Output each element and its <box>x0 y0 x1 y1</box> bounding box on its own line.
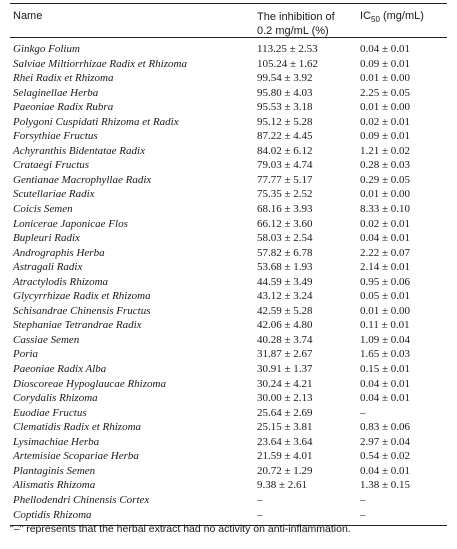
inhibition-cell: 9.38 ± 2.61 <box>257 479 308 492</box>
inhibition-cell: 58.03 ± 2.54 <box>257 232 313 245</box>
inhibition-cell: 57.82 ± 6.78 <box>257 246 313 259</box>
herb-name-cell: Coicis Semen <box>13 203 73 216</box>
herb-name-cell: Clematidis Radix et Rhizoma <box>13 421 142 434</box>
herb-name-cell: Coptidis Rhizoma <box>13 508 92 521</box>
table-row <box>10 362 447 377</box>
ic50-cell: 0.02 ± 0.01 <box>360 217 411 230</box>
table-row <box>10 57 447 72</box>
ic50-cell: 1.38 ± 0.15 <box>360 479 411 492</box>
inhibition-cell: 95.53 ± 3.18 <box>257 101 313 114</box>
ic50-cell: 0.01 ± 0.00 <box>360 304 411 317</box>
table-row <box>10 304 447 319</box>
ic50-cell: 0.09 ± 0.01 <box>360 130 411 143</box>
ic50-cell: 0.04 ± 0.01 <box>360 232 411 245</box>
inhibition-cell: 20.72 ± 1.29 <box>257 464 313 477</box>
ic50-cell: 0.01 ± 0.00 <box>360 101 411 114</box>
inhibition-cell: 99.54 ± 3.92 <box>257 72 313 85</box>
ic50-cell: 0.83 ± 0.06 <box>360 421 411 434</box>
inhibition-cell: 31.87 ± 2.67 <box>257 348 313 361</box>
inhibition-cell: 87.22 ± 4.45 <box>257 130 313 143</box>
inhibition-cell: – <box>257 493 263 506</box>
table-row <box>10 217 447 232</box>
herb-name-cell: Plantaginis Semen <box>13 464 96 477</box>
herb-name-cell: Rhei Radix et Rhizoma <box>13 72 114 85</box>
table-row <box>10 100 447 115</box>
inhibition-cell: 68.16 ± 3.93 <box>257 203 313 216</box>
herb-name-cell: Scutellariae Radix <box>13 188 95 201</box>
ic50-cell: 2.22 ± 0.07 <box>360 246 411 259</box>
inhibition-cell: 30.91 ± 1.37 <box>257 363 313 376</box>
inhibition-cell: 30.24 ± 4.21 <box>257 377 313 390</box>
herb-name-cell: Cassiae Semen <box>13 333 80 346</box>
ic50-cell: 0.04 ± 0.01 <box>360 392 411 405</box>
table-row <box>10 275 447 290</box>
header-name: Name <box>13 10 43 22</box>
ic50-cell: 1.21 ± 0.02 <box>360 144 411 157</box>
herb-name-cell: Alismatis Rhizoma <box>13 479 96 492</box>
inhibition-cell: 113.25 ± 2.53 <box>257 43 318 55</box>
table-row <box>10 377 447 392</box>
table-row <box>10 449 447 464</box>
herb-name-cell: Artemisiae Scopariae Herba <box>13 450 139 463</box>
inhibition-cell: 30.00 ± 2.13 <box>257 392 313 405</box>
table-row <box>10 420 447 435</box>
inhibition-cell: 44.59 ± 3.49 <box>257 275 313 288</box>
ic50-cell: 2.14 ± 0.01 <box>360 261 411 274</box>
header-inhibition <box>257 10 335 38</box>
inhibition-cell: 42.06 ± 4.80 <box>257 319 313 332</box>
inhibition-cell: 40.28 ± 3.74 <box>257 333 313 346</box>
herb-name-cell: Gentianae Macrophyllae Radix <box>13 173 152 186</box>
inhibition-cell: 42.59 ± 5.28 <box>257 304 313 317</box>
herb-name-cell: Phellodendri Chinensis Cortex <box>13 493 150 506</box>
ic50-cell: 0.01 ± 0.00 <box>360 72 411 85</box>
table-row <box>10 129 447 144</box>
header-ic50-suffix: (mg/mL) <box>379 10 424 22</box>
table-row <box>10 246 447 261</box>
table-row <box>10 231 447 246</box>
herb-name-cell: Paeoniae Radix Alba <box>13 363 107 376</box>
ic50-cell: 0.28 ± 0.03 <box>360 159 411 172</box>
herb-name-cell: Crataegi Fructus <box>13 159 90 172</box>
inhibition-cell: 84.02 ± 6.12 <box>257 144 313 157</box>
inhibition-cell: 77.77 ± 5.17 <box>257 173 313 186</box>
ic50-cell: 0.05 ± 0.01 <box>360 290 411 303</box>
herb-name-cell: Andrographis Herba <box>13 246 105 259</box>
table-row <box>10 347 447 362</box>
ic50-cell: 0.54 ± 0.02 <box>360 450 411 463</box>
table-row <box>10 493 447 508</box>
table-row <box>10 71 447 86</box>
ic50-cell: 0.09 ± 0.01 <box>360 57 411 70</box>
inhibition-cell: 53.68 ± 1.93 <box>257 261 313 274</box>
inhibition-cell: 105.24 ± 1.62 <box>257 57 319 70</box>
table-row <box>10 435 447 450</box>
ic50-cell: 0.02 ± 0.01 <box>360 115 411 128</box>
ic50-cell: 0.15 ± 0.01 <box>360 363 411 376</box>
herb-name-cell: Poria <box>13 348 39 361</box>
table-row <box>10 42 447 57</box>
inhibition-cell: 23.64 ± 3.64 <box>257 435 313 448</box>
ic50-cell: 0.04 ± 0.01 <box>360 43 411 55</box>
inhibition-cell: 75.35 ± 2.52 <box>257 188 313 201</box>
header-ic50-sub: 50 <box>371 15 380 25</box>
footnote: "–" represents that the herbal extract had no activity on anti-inflammation. <box>10 523 351 535</box>
ic50-cell: 0.95 ± 0.06 <box>360 275 411 288</box>
header-ic50 <box>360 10 424 24</box>
ic50-cell: – <box>360 406 366 419</box>
herb-name-cell: Stephaniae Tetrandrae Radix <box>13 319 142 332</box>
table-row <box>10 478 447 493</box>
herb-name-cell: Ginkgo Folium <box>13 43 80 55</box>
ic50-cell: 0.29 ± 0.05 <box>360 173 411 186</box>
header-inhibition-line2: 0.2 mg/mL (%) <box>257 25 329 37</box>
herb-name-cell: Euodiae Fructus <box>13 406 87 419</box>
inhibition-cell: 25.64 ± 2.69 <box>257 406 313 419</box>
header-inhibition-line1: The inhibition of <box>257 11 335 23</box>
herb-name-cell: Paeoniae Radix Rubra <box>13 101 114 114</box>
herb-name-cell: Achyranthis Bidentatae Radix <box>13 144 145 157</box>
table-row <box>10 289 447 304</box>
table-row <box>10 86 447 101</box>
table-body <box>10 38 447 525</box>
table-row <box>10 187 447 202</box>
table-row <box>10 202 447 217</box>
herb-name-cell: Polygoni Cuspidati Rhizoma et Radix <box>13 115 179 128</box>
inhibition-cell: 25.15 ± 3.81 <box>257 421 313 434</box>
ic50-cell: 0.11 ± 0.01 <box>360 319 410 332</box>
herb-name-cell: Corydalis Rhizoma <box>13 392 98 405</box>
inhibition-cell: 95.80 ± 4.03 <box>257 86 313 99</box>
table-row <box>10 391 447 406</box>
inhibition-cell: 21.59 ± 4.01 <box>257 450 313 463</box>
herb-name-cell: Lysimachiae Herba <box>13 435 100 448</box>
herb-name-cell: Schisandrae Chinensis Fructus <box>13 304 151 317</box>
ic50-cell: 2.97 ± 0.04 <box>360 435 411 448</box>
ic50-cell: – <box>360 508 366 521</box>
herb-name-cell: Lonicerae Japonicae Flos <box>13 217 128 230</box>
ic50-cell: 0.04 ± 0.01 <box>360 464 411 477</box>
herb-name-cell: Glycyrrhizae Radix et Rhizoma <box>13 290 151 303</box>
table-row <box>10 464 447 479</box>
table-row <box>10 158 447 173</box>
ic50-cell: 0.01 ± 0.00 <box>360 188 411 201</box>
herb-name-cell: Dioscoreae Hypoglaucae Rhizoma <box>13 377 166 390</box>
table-row <box>10 260 447 275</box>
inhibition-cell: 79.03 ± 4.74 <box>257 159 313 172</box>
inhibition-cell: – <box>257 508 263 521</box>
herb-name-cell: Bupleuri Radix <box>13 232 80 245</box>
table-row <box>10 508 447 523</box>
herb-name-cell: Salviae Miltiorrhizae Radix et Rhizoma <box>13 57 187 70</box>
herb-name-cell: Forsythiae Fructus <box>13 130 98 143</box>
data-table <box>10 3 447 526</box>
inhibition-cell: 95.12 ± 5.28 <box>257 115 313 128</box>
herb-name-cell: Astragali Radix <box>13 261 83 274</box>
table-row <box>10 318 447 333</box>
ic50-cell: 8.33 ± 0.10 <box>360 203 411 216</box>
ic50-cell: 2.25 ± 0.05 <box>360 86 411 99</box>
table-row <box>10 115 447 130</box>
table-row <box>10 173 447 188</box>
header-ic50-prefix: IC <box>360 10 371 22</box>
herb-name-cell: Atractylodis Rhizoma <box>13 275 109 288</box>
table-row <box>10 406 447 421</box>
ic50-cell: 1.09 ± 0.04 <box>360 333 411 346</box>
table-row <box>10 333 447 348</box>
ic50-cell: – <box>360 493 366 506</box>
inhibition-cell: 66.12 ± 3.60 <box>257 217 313 230</box>
table-header <box>10 4 447 37</box>
table-row <box>10 144 447 159</box>
ic50-cell: 1.65 ± 0.03 <box>360 348 411 361</box>
herb-name-cell: Selaginellae Herba <box>13 86 99 99</box>
ic50-cell: 0.04 ± 0.01 <box>360 377 411 390</box>
inhibition-cell: 43.12 ± 3.24 <box>257 290 313 303</box>
